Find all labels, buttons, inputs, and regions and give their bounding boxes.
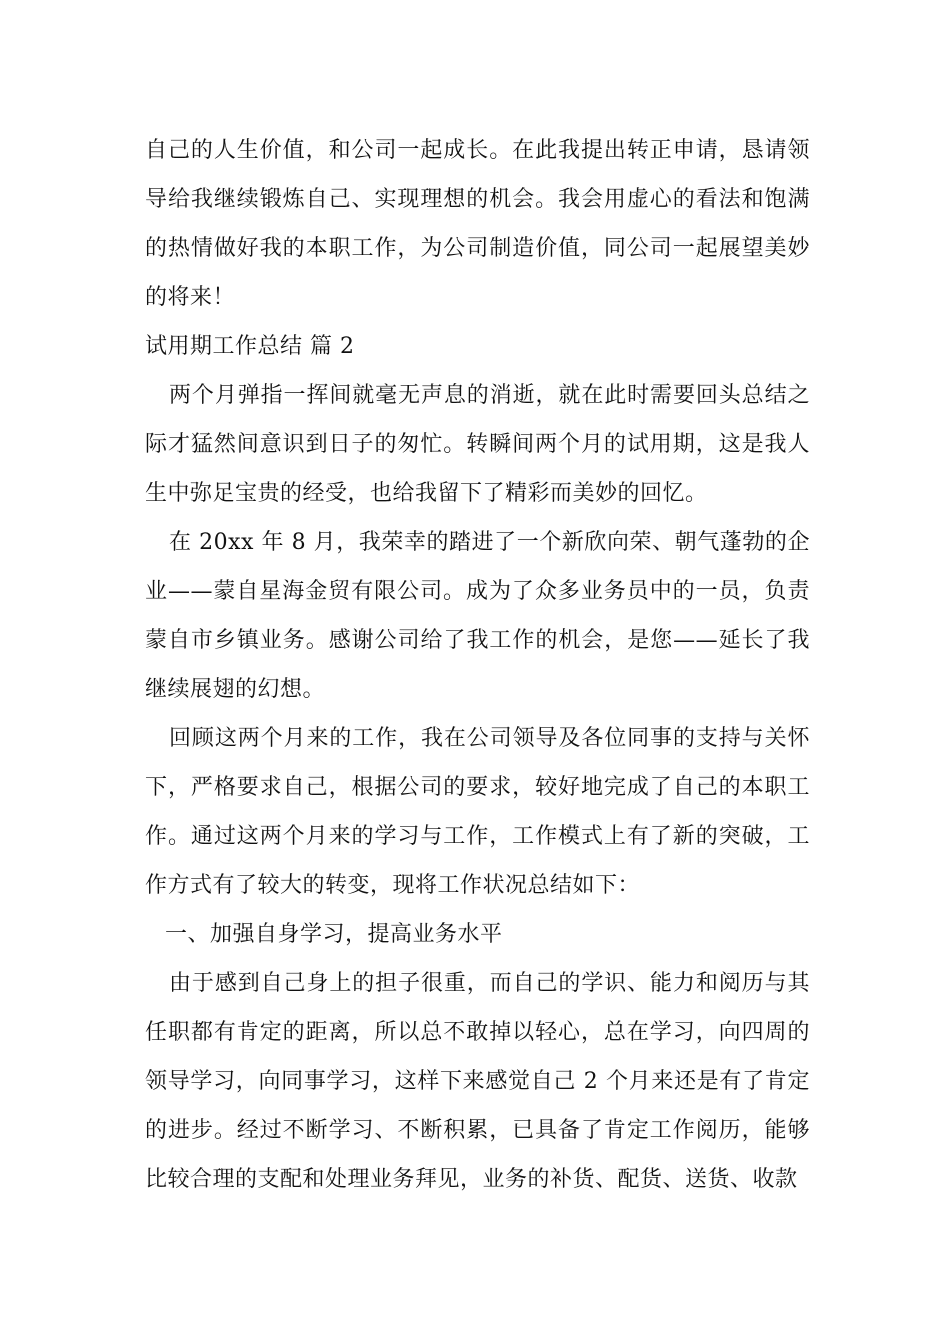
document-body	[145, 126, 810, 1204]
paragraph-company: 在 20xx 年 8 月，我荣幸的踏进了一个新欣向荣、朝气蓬勃的企业——蒙自星海金贸有限公司。成为了众多业务员中的一员，负责蒙自市乡镇业务。感谢公司给了我工作的机会，是您——延长了我继续展翅的幻想。	[145, 530, 810, 702]
section-heading: 试用期工作总结 篇 2	[145, 334, 355, 359]
paragraph-review: 回顾这两个月来的工作，我在公司领导及各位同事的支持与关怀下，严格要求自己，根据公司的要求，较好地完成了自己的本职工作。通过这两个月来的学习与工作，工作模式上有了新的突破，工作方式有了较大的转变，现将工作状况总结如下：	[145, 726, 810, 898]
paragraph-continuation: 自己的人生价值，和公司一起成长。在此我提出转正申请，恳请领导给我继续锻炼自己、实现理想的机会。我会用虚心的看法和饱满的热情做好我的本职工作，为公司制造价值，同公司一起展望美妙的将来！	[145, 138, 810, 310]
sub-heading-learning: 一、加强自身学习，提高业务水平	[165, 922, 503, 947]
paragraph-intro: 两个月弹指一挥间就毫无声息的消逝，就在此时需要回头总结之际才猛然间意识到日子的匆忙。转瞬间两个月的试用期，这是我人生中弥足宝贵的经受，也给我留下了精彩而美妙的回忆。	[145, 383, 810, 506]
paragraph-learning: 由于感到自己身上的担子很重，而自己的学识、能力和阅历与其任职都有肯定的距离，所以总不敢掉以轻心，总在学习，向四周的领导学习，向同事学习，这样下来感觉自己 2 个月来还是有了肯定的进步。经过不断学习、不断积累，已具备了肯定工作阅历，能够比较合理的支配和处理业务拜见，业务的补货、配货、送货、收款	[145, 971, 810, 1192]
